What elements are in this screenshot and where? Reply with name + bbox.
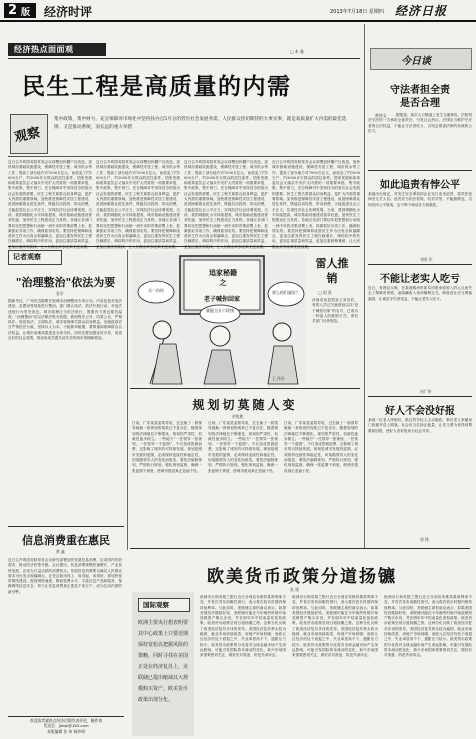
topic-tag-label: 经济热点面面观: [14, 45, 74, 54]
right-section-3-body: 近日，有网友反映，在某地购房时如实申报家庭收入的人反而失去了保障房资格，而隐瞒收入者却顺利过关。制度设计应当堵塞漏洞，让诚实守信者受益，不能让老实人吃亏。: [368, 286, 472, 301]
planning-title: 规划切莫随人变: [192, 398, 298, 412]
lead-body-col-3: 近日召开的国务院常务会议部署加快棚户区改造，加快城市基础设施建设，保障性安居工程、城市供水等工作；提高了部分地方对7000万亿元，而改变了约1000万户、约3000多万群众的居住条件。国家发展和改革委员会又落实中央扩大内需的一项重要举措，集中政策，集中财力，充分保障对中坚持扶办的营历社会发展的需要。民生工程关系群众切身利益，是扩大内需的重要领域。加快推进保障性安居工程建设，改善困难群众居住条件，既能拉动投资、带动消费，又能促进社会公平正义，实现经济社会协调发展。当前，我国城镇化水平持续提高，城市基础设施建设需求旺盛，加快民生工程建设正当其时。各地区各部门要切实把思想和行动统一到中央的决策部署上来，抓紧抓好各项工作，确保取得实效。要坚持把保障和改善民生作为出发点和落脚点，更加注重发挥民生工程在稳增长、调结构中的作用，更加注重质量和效益，: [184, 160, 268, 244]
cartoon-title: 雷人推销: [315, 257, 349, 285]
planning-body-col-2: 日前，广东某县委领导说，过去换了一届领导就换一套规划的现象已不复存在，随着规划的法律地位不断强化，规划的严肃性、权威性逐步树立。一些地方"一任领导一张规划，一任领导一个蓝图"，不仅造成资源浪费，还影响了城市的可持续发展。规划是城市发展的蓝图，必须保持连续性和稳定性，切莫随领导人的变化而改变。要依法编制规划，严格执行规划，强化规划监督，确保一张蓝图干到底，使城市建设真正造福于民。: [208, 421, 278, 473]
page-number: 2: [8, 3, 18, 18]
international-body-col-3: 欧洲央行和英格兰银行近日分别宣布维持基准利率不变，并首次发布前瞻性指引，表示将在较长时期内保持低利率。与此同时，美联储主席伯南克表示，如果美国经济继续好转，美联储可能在今年晚些时候开始放缓资产购买步伐，并在明年年中结束量化宽松政策。欧美货币政策呈现分道扬镳之势。这种分化反映了欧美经济复苏步伐的差异。美国经济复苏势头较为稳固，就业市场持续改善，房地产市场回暖；而欧元区经济仍处于衰退之中，失业率居高不下，通胀压力较小。欧美货币政策的分化将对全球金融市场产生深远影响，可能引发国际资本流动的变化，新兴市场国家需要密切关注，做好应对准备，防范外部冲击。: [384, 595, 472, 658]
cartoon-frame: [132, 252, 306, 384]
lead-body-col-1: 近日召开的国务院常务会议部署加快棚户区改造，加快城市基础设施建设，保障性安居工程、城市供水等工作；提高了部分地方对7000万亿元，而改变了约1000万户、约3000多万群众的居住条件。国家发展和改革委员会又落实中央扩大内需的一项重要举措，集中政策，集中财力，充分保障对中坚持扶办的营历社会发展的需要。民生工程关系群众切身利益，是扩大内需的重要领域。加快推进保障性安居工程建设，改善困难群众居住条件，既能拉动投资、带动消费，又能促进社会公平正义，实现经济社会协调发展。当前，我国城镇化水平持续提高，城市基础设施建设需求旺盛，加快民生工程建设正当其时。各地区各部门要切实把思想和行动统一到中央的决策部署上来，抓紧抓好各项工作，确保取得实效。要坚持把保障和改善民生作为出发点和落脚点，更加注重发挥民生工程在稳增长、调结构中的作用，更加注重质量和效益，: [8, 160, 92, 244]
commentary-author: 张学: [56, 291, 64, 296]
international-sidebar-text: 欧洲主要央行想表明要其中心政策上只要近期保持宽松以把握风险的策略，同时寻找在美国正处在经济复苏上，美联储已提出缩减其大规模购买资产，欧美货币政策出现分化。: [138, 620, 189, 703]
divider: [8, 246, 360, 247]
right-column-banner: [370, 48, 472, 70]
right-section-3-title: 不能让老实人吃亏: [380, 274, 460, 285]
right-column-banner-label: 今日谈: [401, 56, 431, 67]
divider: [130, 548, 470, 549]
cartoon-bubble-left: 买一份你: [148, 288, 164, 293]
page-suffix: 版: [21, 8, 31, 18]
cartoon-caption: 河南省某县招录公务员后，有的人员过关就被冠以以"老子喊你回家"的名号，已成为一种雷人的推销方式，请有关部门尽快规范。: [312, 298, 358, 324]
section-name: 经济时评: [44, 5, 93, 19]
cartoon-artist: 王 作作: [272, 376, 285, 381]
lead-title: 民生工程是高质量的内需: [22, 74, 292, 100]
issue-date: 2013年7月18日 星期四: [330, 9, 384, 15]
right-section-2-title: 如此追责有悖公平: [380, 180, 460, 191]
divider: [368, 170, 472, 171]
right-section-1-title: 守法者担全责 是否合理: [390, 85, 450, 109]
page-header: [0, 0, 476, 22]
planning-body-col-3: 日前，广东某县委领导说，过去换了一届领导就换一套规划的现象已不复存在，随着规划的法律地位不断强化，规划的严肃性、权威性逐步树立。一些地方"一任领导一张规划，一任领导一个蓝图"，不仅造成资源浪费，还影响了城市的可持续发展。规划是城市发展的蓝图，必须保持连续性和稳定性，切莫随领导人的变化而改变。要依法编制规划，严格执行规划，强化规划监督，确保一张蓝图干到底，使城市建设真正造福于民。: [284, 421, 358, 473]
cartoon-caption-author: □ 胡 蓉: [318, 290, 332, 295]
page-editors: 本版编辑 张 伟 杨冲明: [47, 728, 85, 734]
cartoon-bubble-middle: 就能当五六块钱: [206, 308, 234, 313]
right-section-4-author: 郭 锋: [420, 537, 429, 542]
lead-body-col-4: 近日召开的国务院常务会议部署加快棚户区改造，加快城市基础设施建设，保障性安居工程、城市供水等工作；提高了部分地方对7000万亿元，而改变了约1000万户、约3000多万群众的居住条件。国家发展和改革委员会又落实中央扩大内需的一项重要举措，集中政策，集中财力，充分保障对中坚持扶办的营历社会发展的需要。民生工程关系群众切身利益，是扩大内需的重要领域。加快推进保障性安居工程建设，改善困难群众居住条件，既能拉动投资、带动消费，又能促进社会公平正义，实现经济社会协调发展。当前，我国城镇化水平持续提高，城市基础设施建设需求旺盛，加快民生工程建设正当其时。各地区各部门要切实把思想和行动统一到中央的决策部署上来，抓紧抓好各项工作，确保取得实效。要坚持把保障和改善民生作为出发点和落脚点，更加注重发挥民生工程在稳增长、调结构中的作用，更加注重质量和效益，更加注重统筹兼顾，让人民: [272, 160, 360, 244]
right-section-2-author: 刘贵 军: [420, 257, 433, 262]
divider: [8, 156, 360, 157]
column-divider: [364, 24, 365, 548]
cartoon-sign-top: 追家秘籍 之: [209, 269, 237, 287]
reporter-observation-badge: [8, 250, 62, 265]
masthead-logo: 经济日报: [395, 4, 448, 18]
divider: [8, 526, 124, 527]
international-sidebar: [132, 592, 194, 736]
topic-tag: [8, 43, 106, 56]
right-section-3-author: 何广华: [420, 389, 432, 394]
observation-badge-label: 观察: [13, 125, 42, 146]
consumer-body: 近日召开的国务院常务会议研究部署加快发展信息消费，拉动国内有效需求，推动经济转型升级。会议提出，信息消费规模快速增长，产业加快发展，正成为日益活跃的消费热点。发展信息消费要以满足人民群众需求为出发点和落脚点，让老百姓用得上、用得起、用得好。要加快宽带网络建设，提高网络速度，降低资费水平，丰富信息产品和服务，保障网络信息安全，努力让信息消费真正惠及千家万户，成为拉动内需的新引擎。: [8, 558, 122, 594]
page-number-box: [4, 3, 36, 18]
right-section-1-body: 据报道，某市人行横道上发生交通事故，法院判决守法的一方承担全部责任，引发社会热议。法律应当维护守法者的合法权益，不能让守法者吃亏，否则会损害法律的权威和公信力。: [368, 113, 472, 133]
international-body-col-2: 欧洲央行和英格兰银行近日分别宣布维持基准利率不变，并首次发布前瞻性指引，表示将在较长时期内保持低利率。与此同时，美联储主席伯南克表示，如果美国经济继续好转，美联储可能在今年晚些时候开始放缓资产购买步伐，并在明年年中结束量化宽松政策。欧美货币政策呈现分道扬镳之势。这种分化反映了欧美经济复苏步伐的差异。美国经济复苏势头较为稳固，就业市场持续改善，房地产市场回暖；而欧元区经济仍处于衰退之中，失业率居高不下，通胀压力较小。欧美货币政策的分化将对全球金融市场产生深远影响，可能引发国际资本流动的变化，新兴市场国家需要密切关注，做好应对准备，防范外部冲击。: [292, 595, 378, 658]
consumer-title: 信息消费重在惠民: [22, 534, 110, 547]
divider: [8, 716, 124, 717]
cartoon-sign-bottom: 老子喊你回家: [203, 296, 240, 303]
consumer-author: 黄 鑫: [56, 549, 65, 554]
cartoon-bubble-right: 要么你们就好？: [272, 290, 300, 295]
submission-note-email: 发送至：jjrbpl@163.com: [43, 723, 89, 729]
right-section-4-body: 某地一位老人摔倒后，路过的年轻人主动施救，事后老人家属登门致谢并送上锦旗。社会应当弘扬正能量，让见义勇为者得到尊重和回报，使好人有好报成为社会共识。: [368, 418, 472, 433]
right-section-1-author: 黄钟文: [375, 113, 387, 118]
reporter-observation-label: 记者观察: [13, 253, 41, 261]
right-section-2-body: 某地出台规定，对发生安全事故的企业实行连坐追责，将责任延伸至无关人员。追责应当依法依规，权责对等，不能搞株连，否则有悖公平原则，也不利于调动各方积极性。: [368, 192, 472, 207]
lead-intro: 集中政策，集中财力，充分保障对市场化中坚持扶办点5月分的营历社会发展务需，人民群众热切期待的大事实事，就是高质量扩大内需的最佳选择，又是推动系统，而长远的重大举措: [54, 117, 347, 130]
divider: [8, 58, 360, 59]
commentary-body: 据新华社，广州市近期要开展城市治理整治专项行动，内容包括对违法建设、乱摆卖等现象进行整治。部门联合执法，依法开展行动，对违法违规行为坚决查处。城市管理应当依法进行，既要有力度也要有温度。"治理整治"应以法律法规为依据，做到程序公开、结果公正，严格执法、规范执法、文明执法。城市管理事关群众切身利益，各级政府应当严格依法行政，坚持以人为本，不能简单粗暴，要尊重和保障群众合法权益，让城市治理成果惠及全体市民。同时还要加强宣传引导，营造良好的社会氛围，推动形成共建共治共享的城市管理新格局。: [8, 299, 122, 341]
international-title: 欧美货币政策分道扬镳: [207, 567, 397, 587]
divider: [368, 396, 472, 397]
observation-badge: [10, 114, 48, 154]
right-section-4-title: 好人不会没好报: [385, 406, 455, 417]
column-divider: [127, 250, 128, 550]
divider: [368, 264, 472, 265]
planning-body-col-1: 日前，广东某县委领导说，过去换了一届领导就换一套规划的现象已不复存在，随着规划的法律地位不断强化，规划的严肃性、权威性逐步树立。一些地方"一任领导一张规划，一任领导一个蓝图"，不仅造成资源浪费，还影响了城市的可持续发展。规划是城市发展的蓝图，必须保持连续性和稳定性，切莫随领导人的变化而改变。要依法编制规划，严格执行规划，强化规划监督，确保一张蓝图干到底，使城市建设真正造福于民。: [132, 421, 202, 473]
divider: [130, 388, 360, 389]
lead-body-col-2: 近日召开的国务院常务会议部署加快棚户区改造，加快城市基础设施建设，保障性安居工程、城市供水等工作；提高了部分地方对7000万亿元，而改变了约1000万户、约3000多万群众的居住条件。国家发展和改革委员会又落实中央扩大内需的一项重要举措，集中政策，集中财力，充分保障对中坚持扶办的营历社会发展的需要。民生工程关系群众切身利益，是扩大内需的重要领域。加快推进保障性安居工程建设，改善困难群众居住条件，既能拉动投资、带动消费，又能促进社会公平正义，实现经济社会协调发展。当前，我国城镇化水平持续提高，城市基础设施建设需求旺盛，加快民生工程建设正当其时。各地区各部门要切实把思想和行动统一到中央的决策部署上来，抓紧抓好各项工作，确保取得实效。要坚持把保障和改善民生作为出发点和落脚点，更加注重发挥民生工程在稳增长、调结构中的作用，更加注重质量和效益，: [96, 160, 180, 244]
international-badge-label: 国际观察: [143, 601, 169, 609]
planning-author: 余锐熙: [232, 414, 244, 419]
commentary-title: "治理整治"依法为要: [15, 276, 116, 289]
international-body-col-1: 欧洲央行和英格兰银行近日分别宣布维持基准利率不变，并首次发布前瞻性指引，表示将在较长时期内保持低利率。与此同时，美联储主席伯南克表示，如果美国经济继续好转，美联储可能在今年晚些时候开始放缓资产购买步伐，并在明年年中结束量化宽松政策。欧美货币政策呈现分道扬镳之势。这种分化反映了欧美经济复苏步伐的差异。美国经济复苏势头较为稳固，就业市场持续改善，房地产市场回暖；而欧元区经济仍处于衰退之中，失业率居高不下，通胀压力较小。欧美货币政策的分化将对全球金融市场产生深远影响，可能引发国际资本流动的变化，新兴市场国家需要密切关注，做好应对准备，防范外部冲击。: [200, 595, 286, 658]
lead-author: □ 本 遇: [290, 49, 304, 54]
international-badge: [138, 598, 190, 612]
submission-note-line-1: 欢迎读者就热点经济话题发表评论，稿件请: [29, 718, 103, 723]
submission-note: [8, 718, 124, 734]
international-author: 张 建: [290, 587, 299, 592]
